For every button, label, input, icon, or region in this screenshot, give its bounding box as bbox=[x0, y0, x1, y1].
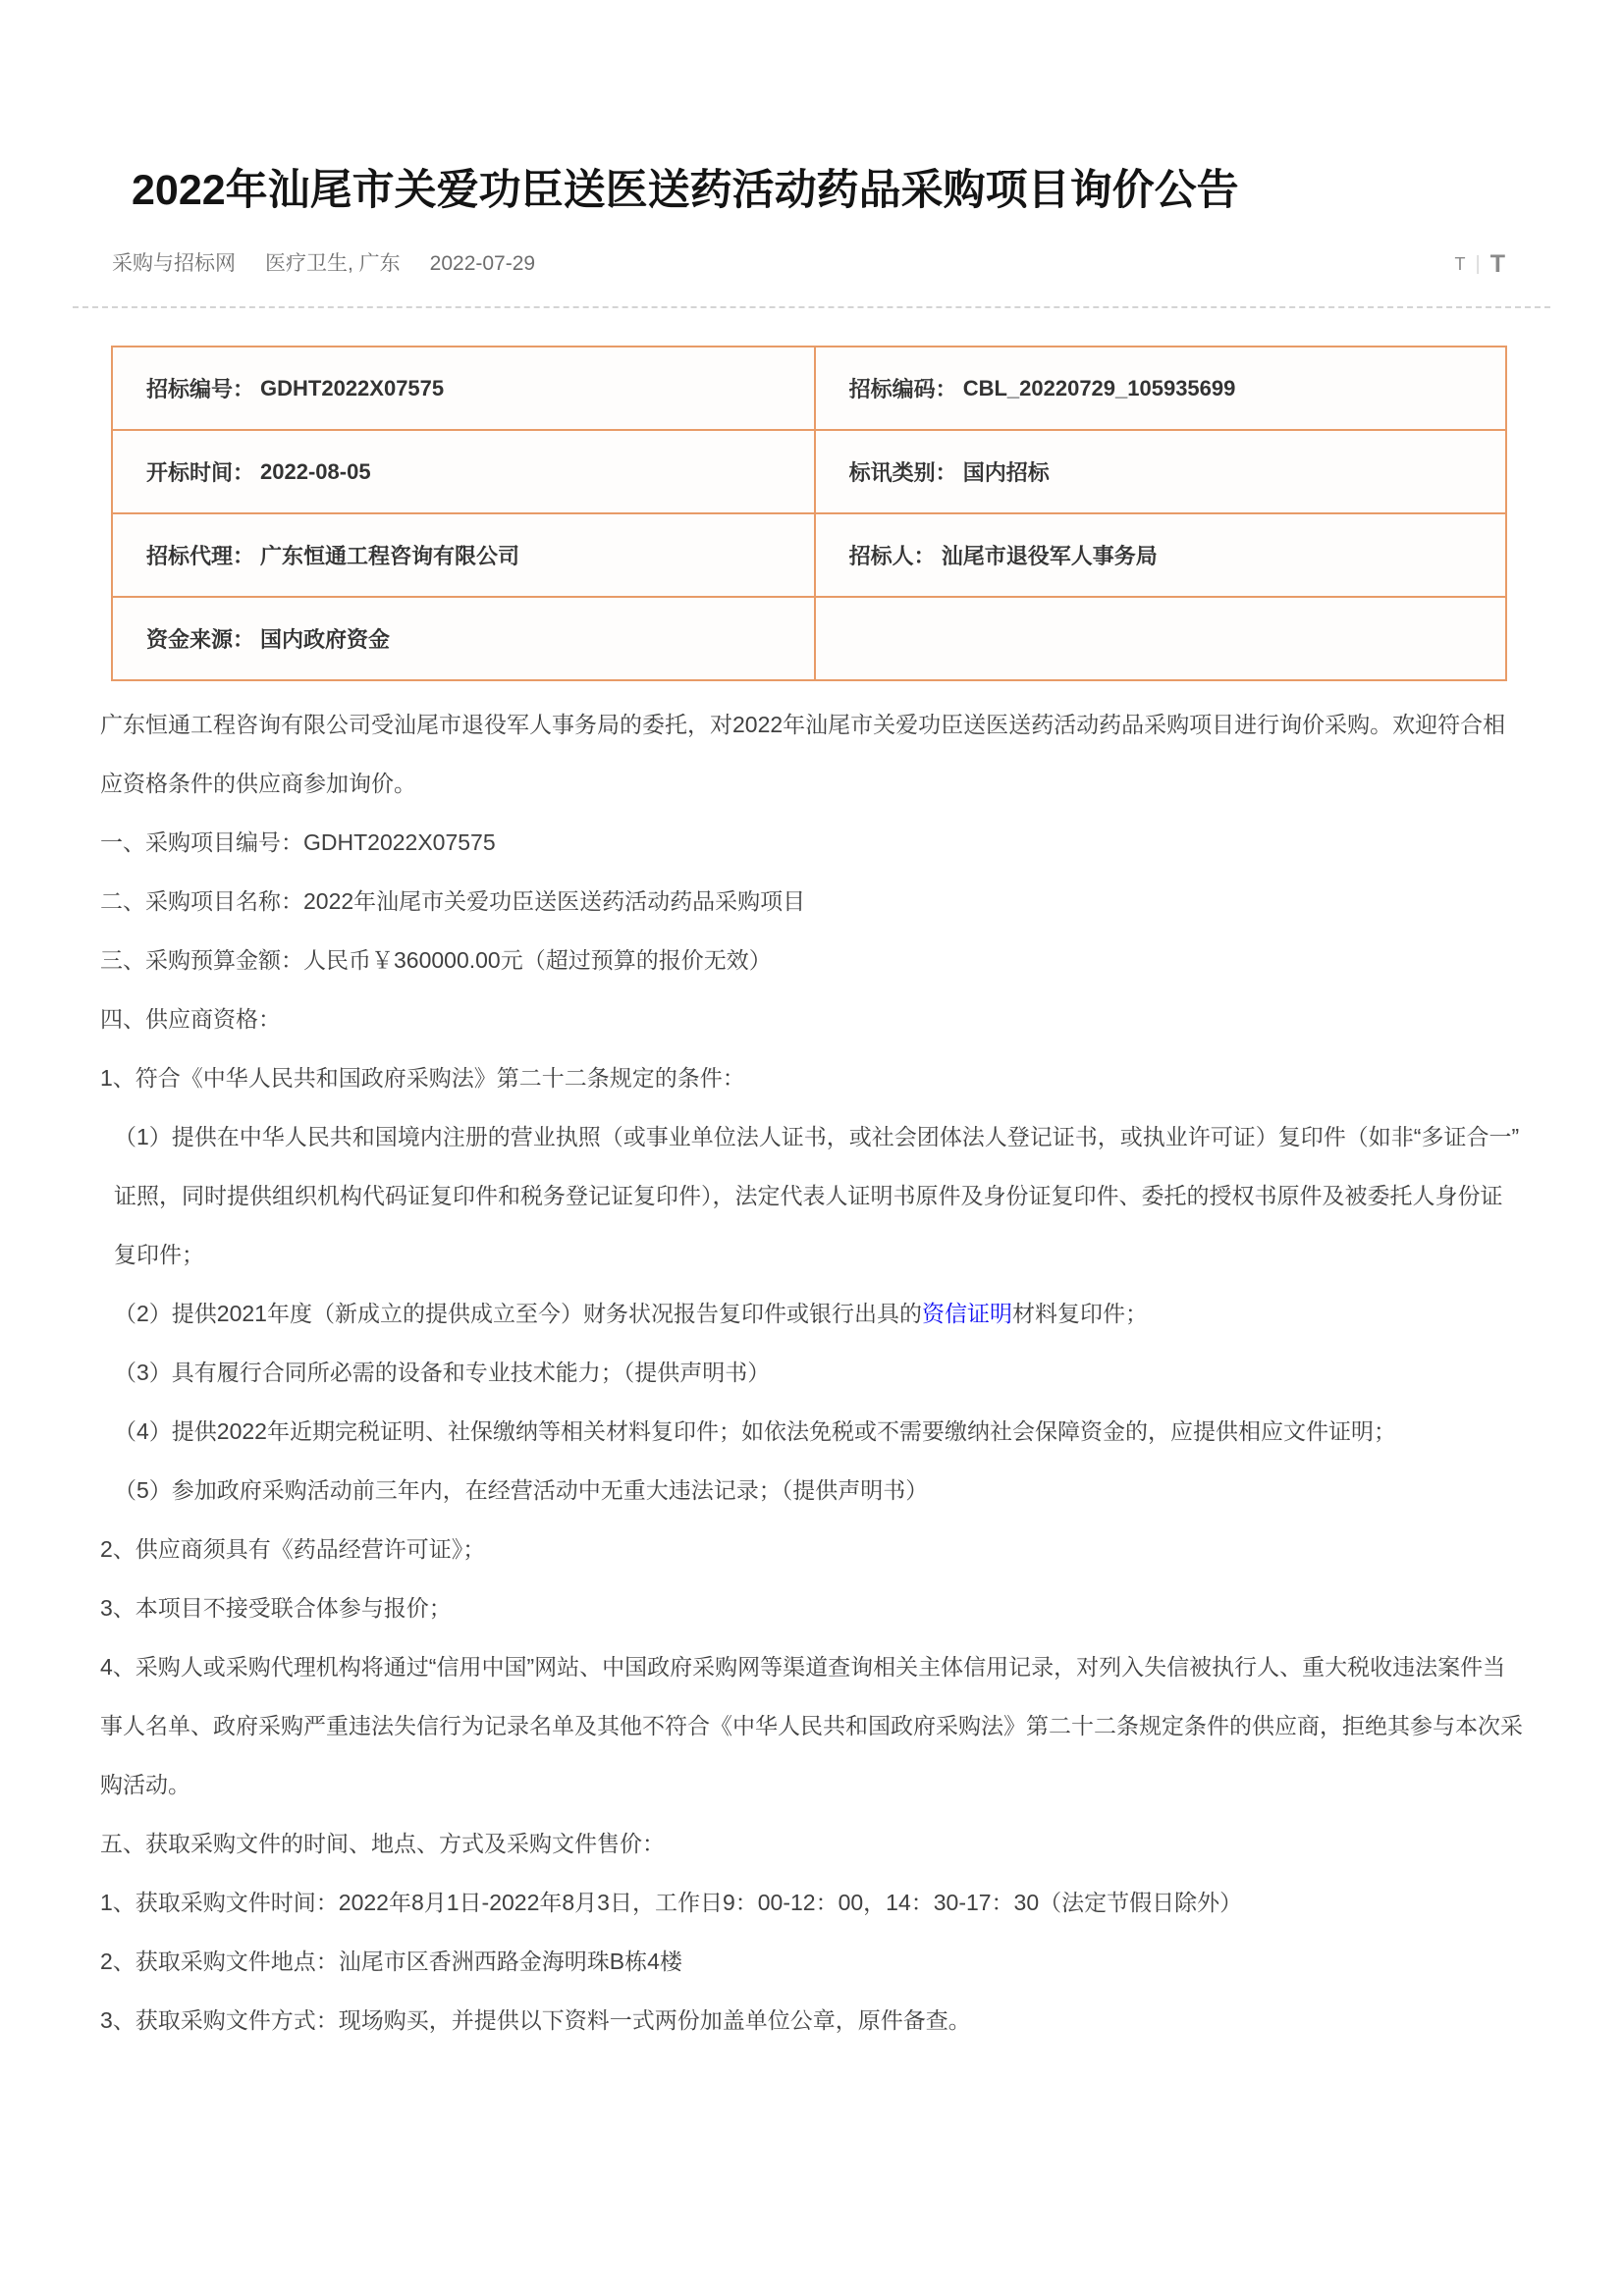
body-paragraph-budget: 三、采购预算金额：人民币￥360000.00元（超过预算的报价无效） bbox=[100, 947, 772, 973]
publish-date-label: 2022-07-29 bbox=[429, 252, 536, 275]
body-paragraph-doc-time: 1、获取采购文件时间：2022年8月1日-2022年8月3日，工作日9：00-12：00，14：30-17：30（法定节假日除外） bbox=[100, 1890, 1243, 1915]
body-paragraph-section-5: 五、获取采购文件的时间、地点、方式及采购文件售价： bbox=[100, 1831, 665, 1856]
cell-value: 汕尾市退役军人事务局 bbox=[941, 544, 1158, 568]
cell-label: 招标人： bbox=[848, 544, 936, 568]
cell-value: 国内政府资金 bbox=[260, 627, 391, 652]
cell-label: 开标时间： bbox=[146, 460, 255, 485]
table-row bbox=[112, 430, 1506, 513]
category-region-label: 医疗卫生, 广东 bbox=[265, 252, 401, 275]
meta-info bbox=[112, 249, 535, 279]
cell-value: 2022-08-05 bbox=[260, 458, 371, 484]
cell-value: CBL_20220729_105935699 bbox=[962, 375, 1236, 400]
body-paragraph-condition-2: 2、供应商须具有《药品经营许可证》； bbox=[100, 1536, 486, 1562]
body-paragraph-project-number: 一、采购项目编号：GDHT2022X07575 bbox=[100, 829, 496, 855]
content-column bbox=[0, 163, 1623, 2050]
body-paragraph-item-3: （3）具有履行合同所必需的设备和专业技术能力；（提供声明书） bbox=[114, 1360, 771, 1385]
credit-certificate-link[interactable]: 资信证明 bbox=[921, 1301, 1012, 1326]
table-row bbox=[112, 597, 1506, 680]
body-paragraph-item-1: （1）提供在中华人民共和国境内注册的营业执照（或事业单位法人证书，或社会团体法人登记证书，或执业许可证）复印件（如非“多证合一”证照，同时提供组织机构代码证复印件和税务登记证复印件），法定代表人证明书原件及身份证复印件、委托的授权书原件及被委托人身份证复印件； bbox=[114, 1124, 1520, 1267]
cell-opening-time bbox=[112, 430, 815, 513]
body-paragraph-doc-place: 2、获取采购文件地点：汕尾市区香洲西路金海明珠B栋4楼 bbox=[100, 1949, 682, 1974]
meta-bar bbox=[73, 249, 1550, 279]
cell-value: 国内招标 bbox=[962, 460, 1050, 485]
cell-bid-category bbox=[815, 430, 1506, 513]
cell-value: 广东恒通工程咨询有限公司 bbox=[260, 544, 520, 568]
cell-empty bbox=[815, 597, 1506, 680]
body-paragraph-condition-3: 3、本项目不接受联合体参与报价； bbox=[100, 1595, 452, 1621]
cell-value: GDHT2022X07575 bbox=[260, 375, 445, 400]
body-paragraph-item-2 bbox=[100, 1284, 1523, 1343]
body-paragraph-item-5: （5）参加政府采购活动前三年内，在经营活动中无重大违法记录；（提供声明书） bbox=[114, 1477, 929, 1503]
page-title: 2022年汕尾市关爱功臣送医送药活动药品采购项目询价公告 bbox=[132, 167, 1239, 214]
body-paragraph-condition-4: 4、采购人或采购代理机构将通过“信用中国”网站、中国政府采购网等渠道查询相关主体信用记录，对列入失信被执行人、重大税收违法案件当事人名单、政府采购严重违法失信行为记录名单及其他不符合《中华人民共和国政府采购法》第二十二条规定条件的供应商，拒绝其参与本次采购活动。 bbox=[100, 1654, 1523, 1797]
cell-label: 资金来源： bbox=[146, 627, 255, 652]
cell-label: 标讯类别： bbox=[848, 460, 957, 485]
table-row bbox=[112, 513, 1506, 597]
body-paragraph-project-name: 二、采购项目名称：2022年汕尾市关爱功臣送医送药活动药品采购项目 bbox=[100, 888, 806, 914]
announcement-body bbox=[73, 681, 1550, 2050]
body-paragraph-intro: 广东恒通工程咨询有限公司受汕尾市退役军人事务局的委托，对2022年汕尾市关爱功臣送医送药活动药品采购项目进行询价采购。欢迎符合相应资格条件的供应商参加询价。 bbox=[100, 712, 1506, 796]
source-site-label: 采购与招标网 bbox=[112, 252, 236, 275]
dashed-divider bbox=[73, 306, 1550, 308]
table-row bbox=[112, 347, 1506, 430]
cell-bid-code bbox=[815, 347, 1506, 430]
font-widget-divider: | bbox=[1475, 253, 1481, 275]
font-smaller-button[interactable]: T bbox=[1454, 254, 1466, 274]
body-paragraph-condition-1: 1、符合《中华人民共和国政府采购法》第二十二条规定的条件： bbox=[100, 1065, 745, 1091]
font-larger-button[interactable]: T bbox=[1489, 250, 1505, 278]
body-paragraph-doc-method: 3、获取采购文件方式：现场购买，并提供以下资料一式两份加盖单位公章，原件备查。 bbox=[100, 2007, 971, 2033]
body-paragraph-supplier-qualification: 四、供应商资格： bbox=[100, 1006, 281, 1032]
bid-info-table bbox=[111, 346, 1507, 681]
item-2-text-before: （2）提供2021年度（新成立的提供成立至今）财务状况报告复印件或银行出具的 bbox=[114, 1301, 922, 1326]
cell-label: 招标代理： bbox=[146, 544, 255, 568]
cell-bid-number bbox=[112, 347, 815, 430]
cell-bid-agency bbox=[112, 513, 815, 597]
body-paragraph-item-4: （4）提供2022年近期完税证明、社保缴纳等相关材料复印件；如依法免税或不需要缴纳社会保障资金的，应提供相应文件证明； bbox=[114, 1418, 1396, 1444]
cell-label: 招标编码： bbox=[848, 377, 957, 401]
font-size-widget bbox=[1455, 249, 1505, 279]
cell-fund-source bbox=[112, 597, 815, 680]
cell-label: 招标编号： bbox=[146, 377, 255, 401]
cell-tenderee bbox=[815, 513, 1506, 597]
item-2-text-after: 材料复印件； bbox=[1011, 1301, 1148, 1326]
